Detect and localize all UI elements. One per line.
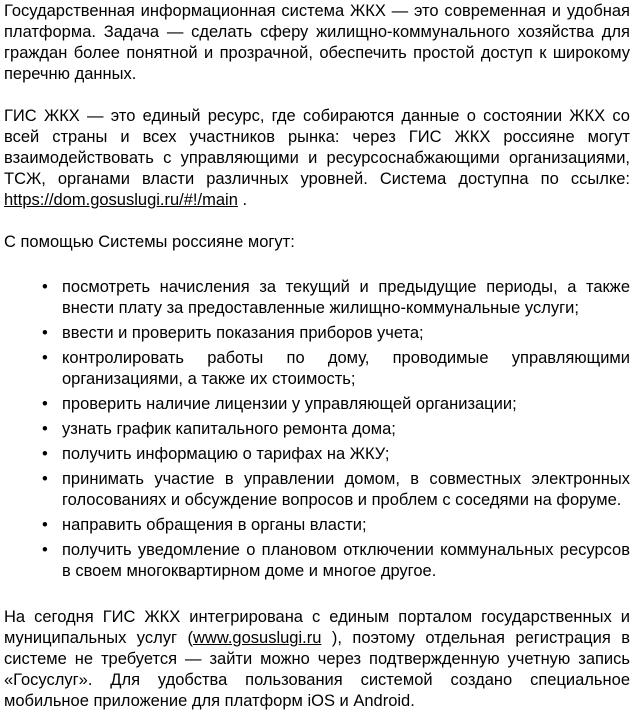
list-spacer: [4, 253, 630, 265]
bullet-icon: •: [42, 470, 48, 488]
gis-description-paragraph: [4, 106, 630, 211]
integration-paragraph: [4, 607, 630, 712]
bullet-icon: •: [42, 541, 48, 559]
list-item-text: узнать график капитального ремонта дома;: [62, 420, 396, 438]
gosuslugi-link[interactable]: www.gosuslugi.ru: [193, 629, 322, 647]
list-item-text: контролировать работы по дому, проводимые управляющими организациями, а также их стоимость;: [62, 349, 630, 388]
bullet-icon: •: [42, 445, 48, 463]
list-item-text: посмотреть начисления за текущий и предыдущие периоды, а также внести плату за предоставленные жилищно-коммунальные услуги;: [62, 278, 630, 317]
integration-tail: ), поэтому отдельная регистрация в системе не требуется — зайти можно через подтвержденную учетную запись «Госуслуг». Для удобства пользования системой создано специальное мобильное приложение для платформ iOS и Android.: [4, 629, 630, 710]
integration-text: На сегодня ГИС ЖКХ интегрирована с единым порталом государственных и муниципальных услуг (: [4, 608, 630, 647]
bullet-icon: •: [42, 516, 48, 534]
list-item: [4, 348, 630, 390]
list-item: [4, 323, 630, 344]
list-item: [4, 515, 630, 536]
bullet-icon: •: [42, 324, 48, 342]
list-item-text: проверить наличие лицензии у управляющей организации;: [62, 395, 517, 413]
list-item-text: получить уведомление о плановом отключении коммунальных ресурсов в своем многоквартирном доме и многое другое.: [62, 541, 630, 580]
list-item: [4, 394, 630, 415]
list-spacer: [4, 265, 630, 277]
list-item-text: получить информацию о тарифах на ЖКУ;: [62, 445, 390, 463]
paragraph-spacer: [4, 211, 630, 232]
bullet-icon: •: [42, 395, 48, 413]
list-item-text: принимать участие в управлении домом, в совместных электронных голосованиях и обсуждение вопросов и проблем с соседями на форуме.: [62, 470, 630, 509]
paragraph-spacer: [4, 586, 630, 607]
list-item: [4, 540, 630, 582]
intro-paragraph: Государственная информационная система ЖКХ — это современная и удобная платформа. Задача — сделать сферу жилищно-коммунального хозяйства для граждан более понятной и прозрачной, обеспечить простой доступ к широкому перечню данных.: [4, 2, 630, 83]
gis-description-text: ГИС ЖКХ — это единый ресурс, где собираются данные о состоянии ЖКХ со всей страны и всех участников рынка: через ГИС ЖКХ россияне могут взаимодействовать с управляющими и ресурсоснабжающими организациями, ТСЖ, органами власти различных уровней. Система доступна по ссылке:: [4, 107, 630, 188]
list-item: [4, 469, 630, 511]
bullet-icon: •: [42, 349, 48, 367]
list-item-text: направить обращения в органы власти;: [62, 516, 367, 534]
gis-description-tail: .: [237, 191, 248, 209]
capabilities-heading: С помощью Системы россияне могут:: [4, 233, 295, 251]
bullet-icon: •: [42, 278, 48, 296]
paragraph-spacer: [4, 85, 630, 106]
bullet-icon: •: [42, 420, 48, 438]
list-item: [4, 277, 630, 319]
list-item: [4, 444, 630, 465]
capabilities-list: [4, 277, 630, 582]
dom-gosuslugi-link[interactable]: https://dom.gosuslugi.ru/#!/main: [4, 191, 238, 209]
list-item: [4, 419, 630, 440]
list-item-text: ввести и проверить показания приборов учета;: [62, 324, 424, 342]
